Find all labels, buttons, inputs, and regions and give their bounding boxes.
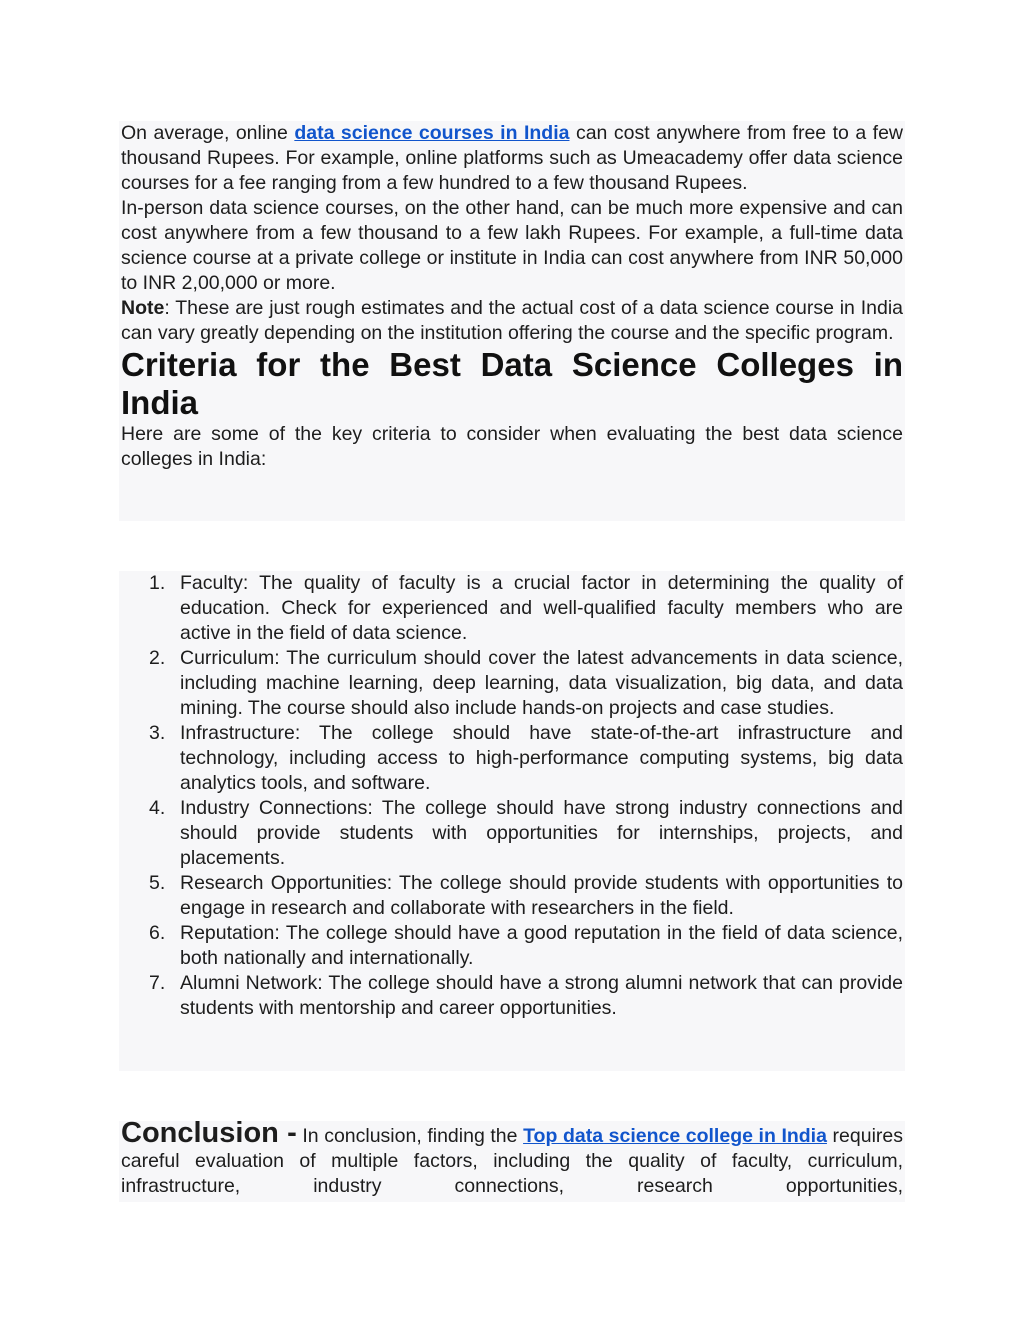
conclusion-pre: In conclusion, finding the [296, 1125, 524, 1147]
list-item-number: 5. [149, 872, 166, 894]
list-item-text: Curriculum: The curriculum should cover the latest advancements in data science, including machine learning, deep learning, data visualization, big data, and data mining. The course should also include hands-on projects and case studies. [180, 647, 903, 719]
list-item-text: Industry Connections: The college should have strong industry connections and should provide students with opportunities for internships, projects, and placements. [180, 797, 903, 869]
intro-paragraph-2: In-person data science courses, on the other hand, can be much more expensive and can cost anywhere from a few thousand to a few lakh Rupees. For example, a full-time data science course at a private college or institute in India can cost anywhere from INR 50,000 to INR 2,00,000 or more. [121, 197, 903, 294]
data-science-courses-link[interactable]: data science courses in India [294, 122, 570, 144]
list-item-number: 2. [149, 647, 166, 669]
criteria-list [119, 571, 905, 1021]
intro-p1-post: can cost anywhere from free to a few thousand Rupees. For example, online platforms such as Umeacademy offer data science courses for a fee ranging from a few hundred to a few thousand Rupees. [121, 122, 904, 194]
list-item-number: 1. [149, 572, 166, 594]
list-item-text: Research Opportunities: The college should provide students with opportunities to engage in research and collaborate with researchers in the field. [180, 872, 903, 919]
list-item-number: 6. [149, 922, 166, 944]
conclusion-heading: Conclusion - [121, 1117, 297, 1149]
criteria-list-item [119, 646, 905, 721]
list-item-number: 3. [149, 722, 166, 744]
top-college-link[interactable]: Top data science college in India [523, 1125, 827, 1147]
conclusion-section [119, 1117, 905, 1202]
criteria-heading: Criteria for the Best Data Science Colleges in India [121, 346, 903, 421]
list-item-text: Faculty: The quality of faculty is a crucial factor in determining the quality of education. Check for experienced and well-qualified faculty members who are active in the field of data science. [180, 572, 903, 644]
intro-p1-pre: On average, online [121, 122, 295, 144]
intro-paragraph-1 [119, 121, 905, 196]
note-text: : These are just rough estimates and the actual cost of a data science course in India can vary greatly depending on the institution offering the course and the specific program. [121, 297, 903, 344]
conclusion-paragraph [119, 1117, 905, 1199]
list-item-text: Alumni Network: The college should have a strong alumni network that can provide students with mentorship and career opportunities. [180, 972, 903, 1019]
criteria-list-item [119, 571, 905, 646]
criteria-list-item [119, 971, 905, 1021]
criteria-list-item [119, 721, 905, 796]
list-item-text: Reputation: The college should have a good reputation in the field of data science, both nationally and internationally. [180, 922, 903, 969]
list-item-number: 7. [149, 972, 166, 994]
list-item-number: 4. [149, 797, 166, 819]
note-label: Note [121, 297, 165, 319]
criteria-list-section [119, 571, 905, 1071]
criteria-list-item [119, 921, 905, 971]
criteria-intro: Here are some of the key criteria to consider when evaluating the best data science colleges in India: [121, 423, 903, 470]
criteria-list-item [119, 871, 905, 921]
note-paragraph [119, 296, 905, 346]
intro-section [119, 121, 905, 521]
conclusion-post: requires careful evaluation of multiple factors, including the quality of faculty, curriculum, infrastructure, industry connections, research opportunities, [121, 1125, 903, 1197]
criteria-list-item [119, 796, 905, 871]
list-item-text: Infrastructure: The college should have state-of-the-art infrastructure and technology, including access to high-performance computing systems, big data analytics tools, and software. [180, 722, 903, 794]
